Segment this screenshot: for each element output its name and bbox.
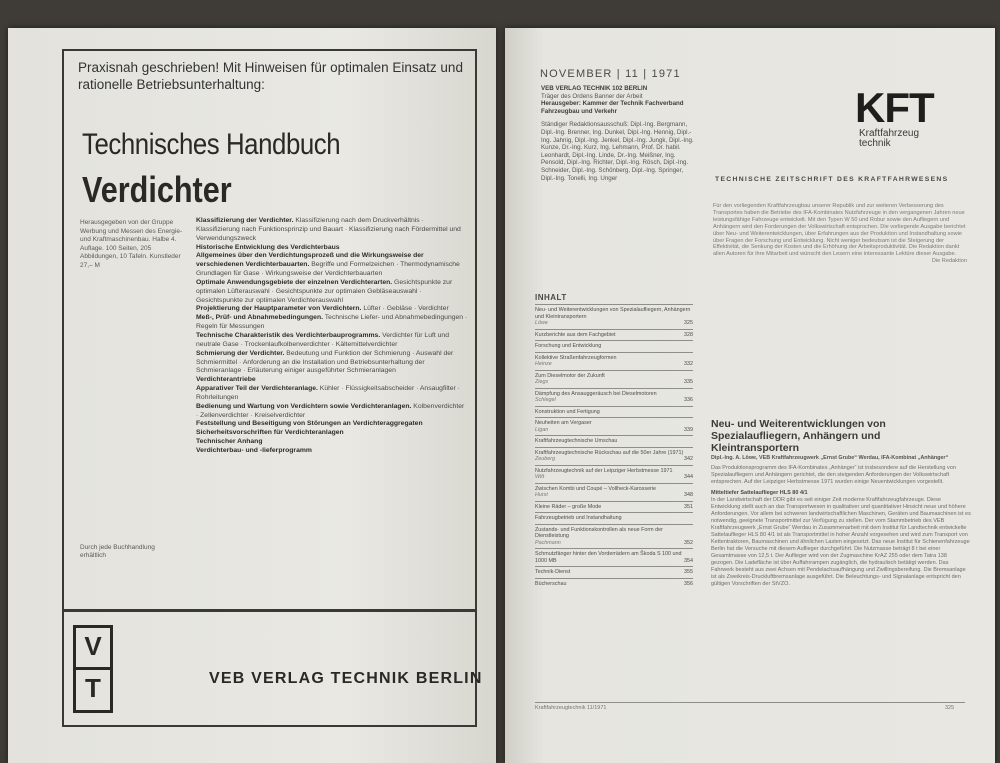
contents-entry-text: Kolbenverdichter · Zellenverdichter · Kreiselverdichter — [196, 402, 465, 419]
issue-date: NOVEMBER | 11 | 1971 — [540, 68, 681, 80]
toc-row — [535, 352, 693, 370]
article-body — [711, 465, 971, 588]
toc-page: 342 — [684, 456, 693, 462]
footer-rule — [535, 702, 965, 703]
left-page — [8, 28, 496, 763]
contents-entry — [196, 244, 468, 253]
toc-row — [535, 417, 693, 435]
toc-title: Zum Dieselmotor der Zukunft — [535, 372, 605, 379]
contents-heading: INHALT — [535, 293, 567, 302]
toc-row — [535, 566, 693, 578]
contents-entry-head: Sicherheitsvorschriften für Verdichteranlagen — [196, 429, 344, 437]
toc-title: Kraftfahrzeugtechnische Umschau — [535, 438, 618, 444]
toc-row — [535, 524, 693, 549]
contents-entry-head: Bedienung und Wartung von Verdichtern sowie Verdichteranlagen. — [196, 402, 412, 410]
toc-row — [535, 370, 693, 388]
toc-row — [535, 388, 693, 406]
toc-title: Nutzfahrzeugtechnik auf der Leipziger Herbstmesse 1971 — [535, 467, 673, 474]
vt-logo-t: T — [85, 673, 101, 703]
toc-title: Kleine Räder – große Mode — [535, 503, 602, 510]
toc-page: 344 — [684, 474, 693, 480]
toc-title: Zwischen Kombi und Coupé – Vollheck-Karosserie — [535, 485, 657, 492]
ad-tagline: Praxisnah geschrieben! Mit Hinweisen für optimalen Einsatz und rationelle Betriebsunterhaltung: — [78, 60, 463, 92]
toc-row — [535, 548, 693, 566]
contents-entry — [196, 252, 468, 279]
editorial-intro — [713, 203, 967, 265]
toc-title: Kurzberichte aus dem Fachgebiet — [535, 331, 616, 338]
toc-page: 356 — [684, 580, 693, 587]
vt-logo-bar — [76, 667, 110, 670]
toc-title: Dämpfung des Ansauggeräusch bei Dieselmotoren — [535, 390, 657, 397]
toc-author: Pachmann — [535, 539, 561, 546]
toc-title: Kollektive Straßenfahrzeugformen — [535, 354, 617, 361]
masthead-herausgeber: Herausgeber: Kammer der Technik Fachverband Fahrzeugbau und Verkehr — [541, 100, 684, 115]
toc-row — [535, 501, 693, 513]
contents-entry-text: Lüfter · Gebläse · Verdichter — [363, 305, 449, 313]
toc-author: Löwe — [535, 320, 548, 326]
toc-row — [535, 340, 693, 352]
kft-logo-subtitle — [859, 129, 919, 149]
toc-page: 355 — [684, 569, 693, 575]
toc-row — [535, 406, 693, 418]
article-paragraph: In der Landwirtschaft der DDR gibt es seit einiger Zeit moderne Kraftfahrzeugfahrzeuge. Diese Entwicklung stellt auch an das Transportwesen in qualitativer und quantitativer Hinsicht neue und höhere Anforderungen. Vor allem bei schweren landwirtschaftlichen Maschinen, Geräten und Baumaschinen ist es notwendig, geeignete Transportmittel zur Verfügung zu stellen. Der vom Stammbetrieb des VEB Kraftfahrzeugwerk „Ernst Grube“ Werdau in Zusammenarbeit mit dem Institut für Landtechnik entwickelte Sattelauflieger HLS 80 4/1 ist als Transportmittel in hoher Anzahl vorgesehen und wird zum Transport von Kettentraktoren, Baumaschinen und ähnlichen Lasten eingesetzt. Das neue Institut für Schienenfahrzeuge Berlin hat die Versuche mit diesem Auflieger durchgeführt. Die Nutzmasse beträgt 8 t bei einer Gesamtmasse von 12,5 t. Der Auflieger wird von der Zugmaschine KrAZ 255 oder dem Tatra 138 gezogen. Die Ladefläche ist über Auffahrrampen zugänglich, die hydraulisch betätigt werden. Das Fahrwerk besteht aus zwei Achsen mit Pendelachsaufhängung und Zwillingsbereifung. Die Bremsanlage ist als Zweikreis-Druckluftbremsanlage ausgeführt. Die Beleuchtungs- und Signalanlage entspricht den gültigen Vorschriften der StVZO. — [711, 497, 971, 587]
toc-page: 335 — [684, 379, 693, 385]
contents-entry-text: Kühler · Flüssigkeitsabscheider · Ansaugfilter · Rohrleitungen — [196, 385, 460, 401]
ad-title-line2: Verdichter — [82, 169, 232, 210]
contents-entry-head: Historische Entwicklung des Verdichterbaus — [196, 243, 340, 251]
advertisement-frame — [62, 49, 477, 611]
toc-page: 336 — [684, 397, 693, 403]
toc-author: Witt — [535, 474, 545, 480]
contents-entry — [196, 305, 468, 314]
contents-entry-head: Projektierung der Hauptparameter von Verdichtern. — [196, 305, 362, 313]
right-page — [505, 28, 995, 763]
toc-title: Fahrzeugbetrieb und Instandhaltung — [535, 515, 622, 521]
toc-author: Schlegel — [535, 397, 556, 403]
contents-entry — [196, 314, 468, 332]
editorial-sign: Die Redaktion — [931, 258, 967, 265]
contents-entry — [196, 420, 468, 429]
toc-author: Zeuberg — [535, 456, 556, 462]
toc-row — [535, 465, 693, 483]
contents-entry-head: Verdichterbau- und -lieferprogramm — [196, 446, 312, 454]
vt-logo-v: V — [84, 631, 102, 661]
contents-entry-text: Gesichtspunkte zur optimalen Lüfterauswahl · Gesichtspunkte zur optimalen Gebläseauswahl · Gesichtspunkte zur optimalen Verdichterauswahl — [196, 278, 453, 304]
toc-row — [535, 512, 693, 524]
kft-subtitle-line1: Kraftfahrzeug — [859, 128, 920, 139]
article-intro: Das Produktionsprogramm des IFA-Kombinates „Anhänger“ ist insbesondere auf die Herstellung von Spezialaufliegern und Anhängern gerichtet, die den steigenden Anforderungen der Volkswirtschaft entsprechen. Auf der Leipziger Herbstmesse 1971 wurden einige Neuentwicklungen vorgestellt. — [711, 465, 956, 485]
book-meta: Herausgegeben von der Gruppe Werbung und Messen des Energie- und Kraftmaschinenbau. Halbe 4. Auflage. 100 Seiten, 205 Abbildungen, 10 Tafeln. Kunstleder 27,– M — [80, 219, 183, 269]
toc-author: Heinze — [535, 361, 552, 367]
toc-page: 352 — [684, 539, 693, 546]
publisher-name: VEB VERLAG TECHNIK BERLIN — [209, 670, 483, 687]
availability-note: Durch jede Buchhandlung erhältlich — [80, 544, 155, 559]
contents-entry — [196, 447, 468, 456]
contents-entry — [196, 350, 468, 377]
toc-title: Konstruktion und Fertigung — [535, 408, 600, 415]
vt-logo — [73, 625, 113, 713]
contents-entry — [196, 403, 468, 421]
toc-row — [535, 483, 693, 501]
toc-row — [535, 329, 693, 341]
contents-entry — [196, 279, 468, 306]
toc-title: Kraftfahrzeugtechnische Rückschau auf die 50er Jahre (1971) — [535, 449, 684, 456]
toc-title: Schmutzfänger hinter den Vorderrädern am Škoda S 100 und 1000 MB — [535, 551, 682, 564]
toc-author: Ligan — [535, 426, 549, 433]
contents-entry-head: Feststellung und Beseitigung von Störungen an Verdichteraggregaten — [196, 420, 423, 428]
toc-page: 339 — [684, 426, 693, 433]
toc-title: Neu- und Weiterentwicklungen von Spezialaufliegern, Anhängern und Kleintransportern — [535, 307, 691, 320]
toc-title: Zustands- und Funktionskontrollen als neue Form der Dienstleistung — [535, 526, 663, 539]
toc-page: 328 — [684, 331, 693, 338]
book-contents — [196, 217, 468, 456]
contents-entry-text: Begriffe und Formelzeichen · Thermodynamische Grundlagen für Gase · Wirkungsweise der Verdichterbauarten — [196, 261, 460, 278]
contents-entry-head: Technische Charakteristik des Verdichterbauprogramms. — [196, 331, 381, 339]
toc-row — [535, 435, 693, 447]
contents-entry-head: Verdichterantriebe — [196, 376, 256, 384]
contents-entry-text: Verdichter für Luft und neutrale Gase · Trockenlaufkolbenverdichter · Kältemittelverdichter — [196, 331, 449, 348]
page-number: 325 — [945, 705, 955, 711]
contents-entry — [196, 385, 468, 403]
toc-author: Ziegs — [535, 379, 549, 385]
publisher-frame — [62, 610, 483, 727]
masthead-publisher: VEB VERLAG TECHNIK 102 BERLIN — [541, 85, 648, 92]
masthead-publisher-sub: Träger des Ordens Banner der Arbeit — [541, 92, 643, 100]
toc-row — [535, 447, 693, 465]
toc-title: Neuheiten am Vergaser — [535, 420, 592, 426]
toc-page: 354 — [684, 557, 693, 564]
article-title: Neu- und Weiterentwicklungen von Spezialaufliegern, Anhängern und Kleintransportern — [711, 418, 886, 454]
contents-entry-head: Technischer Anhang — [196, 438, 263, 446]
toc-page: 332 — [684, 361, 693, 367]
masthead — [541, 85, 699, 182]
masthead-redaktion: Ständiger Redaktionsausschuß: Dipl.-Ing. Bergmann, Dipl.-Ing. Brenner, Ing. Dunkel, Dipl.-Ing. Hennig, Dipl.-Ing. Jahnig, Dipl.-Ing. Jenkel, Dipl.-Ing. Jungk, Dipl.-Ing. Kunze, Dr.-Ing. Kurz, Ing. Lehmann, Prof. Dr. habil. Leonhardt, Dipl.-Ing. Linde, Dr.-Ing. Meißner, Ing. Pensold, Dipl.-Ing. Richter, Dipl.-Ing. Rösch, Dipl.-Ing. Schneider, Dipl.-Ing. Schönberg, Dipl.-Ing. Springer, Dipl.-Ing. Tonelli, Ing. Unger — [541, 121, 694, 182]
toc-title: Technik-Dienst — [535, 569, 571, 575]
journal-subtitle: TECHNISCHE ZEITSCHRIFT DES KRAFTFAHRWESENS — [715, 176, 949, 183]
contents-entry-text: Bedeutung und Funktion der Schmierung · Auswahl der Schmiermittel · Anforderung an die Installation und Betriebsunterhaltung der Schmieranlage · Erläuterung einiger ausgeführter Schmieranlagen — [196, 349, 454, 375]
ad-title-line1: Technisches Handbuch — [82, 128, 341, 161]
article-subheading: Mitteltiefer Sattelauflieger HLS 80 4/1 — [711, 490, 808, 496]
contents-entry-head: Klassifizierung der Verdichter. — [196, 217, 294, 224]
contents-entry — [196, 376, 468, 385]
contents-entry-head: Optimale Anwendungsgebiete der einzelnen Verdichterarten. — [196, 278, 393, 286]
toc-title: Bücherschau — [535, 580, 567, 587]
contents-entry-head: Schmierung der Verdichter. — [196, 349, 285, 357]
toc-row — [535, 578, 693, 590]
toc-page: 351 — [684, 503, 693, 510]
kft-logo: KFT — [855, 84, 934, 131]
contents-entry-head: Apparativer Teil der Verdichteranlage. — [196, 385, 318, 393]
contents-entry — [196, 217, 468, 244]
toc-page: 348 — [684, 492, 693, 498]
table-of-contents — [535, 304, 693, 589]
contents-entry — [196, 438, 468, 447]
toc-title: Forschung und Entwicklung — [535, 343, 602, 349]
footer-journal: Kraftfahrzeugtechnik 11/1971 — [535, 705, 607, 711]
contents-entry-head: Allgemeines über den Verdichtungsprozeß und die Wirkungsweise der verschiedenen Verdichterbauarten. — [196, 252, 424, 269]
contents-entry-text: Klassifizierung nach dem Druckverhältnis · Klassifizierung nach Funktionsprinzip und Bauart · Klassifizierung nach Fördermittel und Verwendungszweck — [196, 217, 461, 242]
editorial-intro-text: Für den vorliegenden Kraftfahrzeugbau unserer Republik und zur weiteren Verbesserung des Transportes haben die Betriebe des IFA-Kombinates Nutzfahrzeuge in den vergangenen Jahren neue leistungsfähige Fahrzeuge entwickelt. Mit den Typen W 50 und Robur sowie den Aufliegern und Anhängern wird den Forderungen der Volkswirtschaft entsprochen. Die vorliegende Ausgabe berichtet über Neu- und Weiterentwicklungen, über Erfahrungen aus der Produktion und Instandhaltung sowie über Fragen der Forschung und Entwicklung. Nicht weniger bedeutsam ist die Steigerung der Effektivität, die Senkung der Kosten und die Erhöhung der Arbeitsproduktivität. Die Redaktion dankt allen Autoren für ihre Mitarbeit und wünscht den Lesern eine interessante Lektüre dieser Ausgabe. — [713, 203, 966, 258]
kft-subtitle-line2: technik — [859, 138, 891, 149]
toc-page: 325 — [684, 320, 693, 326]
toc-row — [535, 304, 693, 329]
contents-entry — [196, 332, 468, 350]
contents-entry-text: Technische Liefer- und Abnahmebedingungen · Regeln für Messungen — [196, 314, 468, 331]
contents-entry — [196, 429, 468, 438]
contents-entry-head: Meß-, Prüf- und Abnahmebedingungen. — [196, 314, 323, 322]
article-author: Dipl.-Ing. A. Löwe, VEB Kraftfahrzeugwerk „Ernst Grube“ Werdau, IFA-Kombinat „Anhänger“ — [711, 455, 949, 461]
toc-author: Hurst — [535, 492, 548, 498]
